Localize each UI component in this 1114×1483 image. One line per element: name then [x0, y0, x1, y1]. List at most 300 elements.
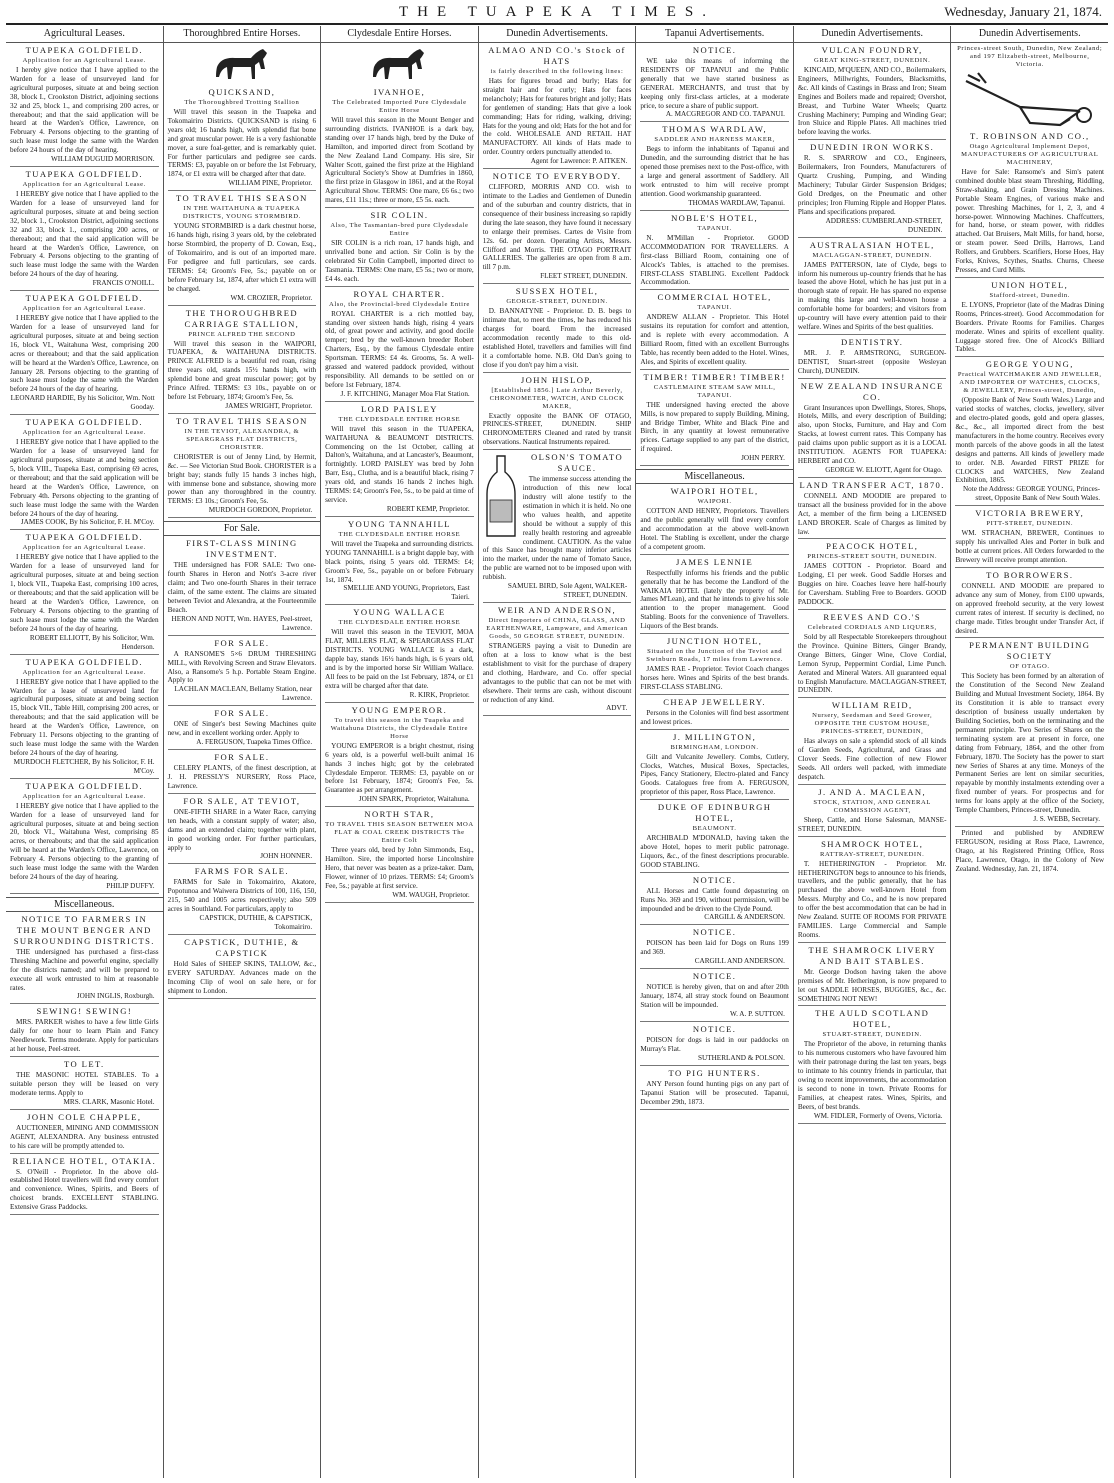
ad-title: ROYAL CHARTER. — [353, 288, 446, 299]
column-tapanui-advertisements — [636, 26, 794, 1478]
ad-subtitle: Application for an Agricultural Lease. — [22, 429, 146, 437]
ad-subtitle: STUART-STREET, DUNEDIN. — [822, 1031, 922, 1039]
ad-subtitle: THE CLYDESDALE ENTIRE HORSE — [338, 530, 461, 538]
ad-title: PERMANENT BUILDING SOCIETY — [969, 640, 1091, 662]
ad-body-text: N. M'Millan - Proprietor. GOOD ACCOMMODATION FOR TRAVELLERS. A first-class Billiard Room, containing one of Alcock's Tables, is attached to the premises. FIRST-CLASS STABLING. Excellent Paddock Accommodation. — [640, 233, 789, 287]
section-heading: Miscellaneous. — [636, 469, 793, 484]
advertisement — [640, 875, 789, 926]
ad-body-text: CELERY PLANTS, of the finest description, at J. H. PRESSLY'S NURSERY, Ross Place, Lawrence. — [167, 764, 317, 790]
advertisement — [640, 486, 789, 555]
ad-body-text: JAMES COTTON - Proprietor. Board and Lodging, £1 per week. Good Saddle Horses and Buggies on hire. Coaches leave here half-hourly for Caversham. Stabling Free to Boarders. GOOD PADDOCK. — [797, 562, 947, 607]
advertisement — [798, 381, 947, 478]
ad-subtitle: Also, The Tasmanian-bred pure Clydesdale Entire — [330, 222, 469, 238]
advertisement — [10, 657, 159, 779]
ad-subtitle: IN THE WAITAHUNA & TUAPEKA DISTRICTS, YOUNG STORMBIRD. — [182, 205, 301, 221]
ad-body-text: I HEREBY give notice that I have applied to the Warden for a lease of unsurveyed land for agricultural purposes, situate at and being section 16, block VI., Waitahuna West, comprising 200 acres or thereabout; and that the said application will be heard at the Warden's Office, Lawrence, on January 28. Persons objecting to the granting of such lease must lodge the same with the Warden before 24 hours of the day of hearing. — [10, 314, 159, 394]
ad-subtitle: MACLAGGAN-STREET, DUNEDIN. — [812, 251, 932, 259]
ad-body-text: Will travel this season in the TUAPEKA, WAITAHUNA & BEAUMONT DISTRICTS. Commencing on the 1st October, calling at Dalton's, Waitahuna, and at Lancaster's, Beaumont, fortnightly. LORD PAISLEY was bred by John Barr, Esq., Clutha, and is a beautiful black, rising 7 years old, and stands 16 hands 2 inches high. TERMS: £4; Groom's Fee, 5s., to be paid at time of service. — [325, 424, 474, 504]
advertisement — [325, 705, 474, 807]
ad-title: DUKE OF EDINBURGH HOTEL, — [657, 802, 772, 824]
ad-body-text: MRS. PARKER wishes to have a few little Girls daily for one hour to learn Plain and Fancy Needlework. Terms moderate. Apply for particulars at her house, Peel-street. — [10, 1018, 159, 1054]
ad-title: NEW ZEALAND INSURANCE CO. — [800, 380, 944, 402]
ad-body-text: Hold Sales of SHEEP SKINS, TALLOW, &c., EVERY SATURDAY. Advances made on the Incoming Clip of wool on sale here, or for shipment to London. — [167, 960, 317, 995]
advertisement — [640, 697, 789, 730]
advertisement — [640, 732, 789, 801]
ad-title: NOTICE. — [692, 971, 737, 982]
ad-body-text: KINCAID, M'QUEEN, AND CO., Boilermakers, Engineers, Millwrights, Founders, Blacksmiths, &c. All kinds of Castings in Brass and Iron; Steam Engines and Boilers made and repaired; Overshot, Breast, and Turbine Water Wheels; Quartz Crushing Machinery; Pumping and Winding Gear; Iron Sluice and Ripple Plates. All machines tried before leaving the works. — [797, 66, 947, 137]
ad-subtitle: RATTRAY-STREET, DUNEDIN. — [820, 850, 925, 858]
ad-subtitle: OF OTAGO. — [1009, 663, 1050, 671]
column-heading: Dunedin Advertisements. — [794, 26, 951, 43]
column-dunedin-advertisements — [479, 26, 637, 1478]
ad-subtitle: Application for an Agricultural Lease. — [22, 544, 146, 552]
column-heading: Tapanui Advertisements. — [636, 26, 793, 43]
ad-title: T. ROBINSON AND CO., — [970, 131, 1090, 141]
ad-subtitle: The Thoroughbred Trotting Stallion — [184, 99, 300, 106]
ad-signature: J. F. KITCHING, Manager Moa Flat Station. — [340, 389, 470, 398]
ad-body-text: ALL Horses and Cattle found depasturing on Runs No. 369 and 190, without permission, will be impounded and be driven to the Clyde Pound. — [640, 886, 789, 913]
ad-title: FOR SALE, AT TEVIOT, — [183, 795, 301, 806]
ad-signature: JAMES COOK, By his Solicitor, F. H. M'Coy. — [20, 518, 155, 527]
ad-body-text: Will travel the Tuapeka and surrounding districts. YOUNG TANNAHILL is a bright dapple bay, with black points, rising 5 years old. TERMS: £4; Groom's Fee, 5s., payable on or before February 1st, 1874. — [325, 539, 474, 584]
ad-subtitle: Otago Agricultural Implement Depot, MANUFACTURERS OF AGRICULTURAL MACHINERY, — [961, 143, 1099, 166]
ad-signature: JOHN SPARK, Proprietor, Waitahuna. — [358, 795, 470, 804]
ad-subtitle: Celebrated CORDIALS AND LIQUERS, — [807, 623, 937, 631]
ad-title: AUSTRALASIAN HOTEL, — [809, 239, 935, 250]
advertisement — [640, 213, 789, 290]
ad-signature: SUTHERLAND & POLSON. — [698, 1053, 785, 1062]
ad-signature: LEONARD HARDIE, By his Solicitor, Wm. Nott Gooday. — [10, 394, 155, 412]
ad-signature: JOHN INGLIS, Roxburgh. — [76, 992, 155, 1001]
ad-signature: WM. CROZIER, Proprietor. — [230, 293, 313, 302]
ad-signature: WILLIAM DUGUID MORRISON. — [50, 155, 155, 164]
ad-subtitle: TO TRAVEL THIS SEASON BETWEEN MOA FLAT & COAL CREEK DISTRICTS The Entire Colt — [325, 821, 474, 845]
column-heading: Dunedin Advertisements. — [479, 26, 636, 43]
advertisement — [798, 480, 947, 540]
ad-subtitle: Also, the Provincial-bred Clydesdale Entire — [328, 300, 470, 308]
ad-body-text: FARMS for Sale in Tokomairiro, Akatore, Popotunoa and Waiwera Districts of 100, 116, 150, 215, 540 and 1005 acres respectively; also 509 acres in Southland. For particulars, apply to — [167, 878, 317, 914]
ad-subtitle: WAIPORI. — [697, 498, 732, 506]
ad-subtitle: GEORGE-STREET, DUNEDIN. — [506, 298, 608, 306]
section-heading: For Sale. — [164, 521, 321, 536]
ad-subtitle: Direct Importers of CHINA, GLASS, AND EARTHENWARE, Lampware, and American Goods, 50 GEORGE STREET, DUNEDIN. — [486, 617, 628, 641]
ad-body-text: Sold by all Respectable Storekeepers throughout the Province. Quinine Bitters, Ginger Brandy, Orange Bitters, Ginger Wine, Clove Cordial, Lemon Syrup, Peppermint Cordial, Lime Punch. Aerated and Mineral Waters. All guaranteed equal to English Manufacture. MACLAGGAN-STREET, DUNEDIN. — [797, 632, 947, 695]
ad-body-text: WM. STRACHAN, BREWER, Continues to supply his unrivalled Ales and Porter in bulk and bottle at current prices. All Orders forwarded to the Brewery will receive prompt attention. — [955, 529, 1105, 565]
ad-title: NOTICE. — [692, 45, 737, 55]
ad-signature: Agent for Lawrence: P. AITKEN. — [530, 157, 628, 166]
horse-illustration-icon — [364, 45, 434, 85]
advertisement — [325, 809, 474, 903]
ad-title: TO BORROWERS. — [986, 570, 1074, 580]
ad-body-text: JAMES RAE - Proprietor. Teviot Coach changes horses here. Wines and Spirits of the best brands. FIRST-CLASS STABLING. — [640, 665, 789, 691]
ad-body-text: CHORISTER is out of Jenny Lind, by Hermit, &c. — See Victorian Stud Book. CHORISTER is a bright bay; stands fully 15 hands 3 inches high, with immense bone and substance, showing more power than any thoroughbred in the country. TERMS: £3 10s.; Groom's Fee, 5s. — [167, 452, 317, 506]
ad-body-text: T. HETHERINGTON - Proprietor. Mr. HETHERINGTON begs to announce to his friends, travellers, and the public generally, that he has purchased the above well-known Hotel from Messrs. Murphy and Co., and he is now prepared to offer the best accommodation that can be had in New Zealand. SUITE OF ROOMS FOR PRIVATE FAMILIES. Large Commercial and Sample Rooms. — [797, 859, 947, 939]
advertisement — [325, 210, 474, 287]
ad-title: SUSSEX HOTEL, — [515, 286, 599, 297]
ad-subtitle: Application for an Agricultural Lease. — [22, 305, 146, 313]
ad-signature: FRANCIS O'NOILL. — [92, 279, 155, 288]
ad-title: SHAMROCK HOTEL, — [821, 838, 924, 849]
ad-body-text: Will travel this season in the WAIPORI, TUAPEKA, & WAITAHUNA DISTRICTS. PRINCE ALFRED is a beautiful red roan, rising three years old, stands 15½ hands high, with splendid bone and great muscular power; got by Prince Alfred. TERMS: £3 10s., payable on or before 1st February, 1874; Groom's Fee, 5s. — [167, 339, 317, 401]
ad-subtitle: THE CLYDESDALE ENTIRE HORSE — [338, 619, 461, 627]
ad-subtitle: PRINCES-STREET SOUTH, DUNEDIN. — [807, 553, 938, 561]
ad-body-text: THE undersigned has FOR SALE: Two one-fourth Shares in Heron and Nott's 3-acre river claim; and Two one-fourth Shares in their terrace claim, of the same extent. The claims are situated between Teviot and Alexandra, at the Fourteenmile Beach. — [167, 561, 317, 614]
ad-body-text: JAMES PATTERSON, late of Clyde, begs to inform his numerous up-country friends that he has leased the above Hotel, which he has just put in a thorough state of repair. He has spared no expense in making this large and well-known house a comfortable home for boarders; and visitors from up-country will have every attention paid to their welfare. Wines and Spirits of the best qualities. — [797, 260, 947, 331]
ad-title: YOUNG TANNAHILL — [347, 518, 451, 529]
ad-subtitle: BIRMINGHAM, LONDON. — [670, 743, 759, 751]
advertisement — [955, 131, 1104, 278]
advertisement — [798, 700, 947, 785]
ad-body-text: Will travel this season in the Mount Benger and surrounding districts. IVANHOE is a dark bay, standing over 17 hands high, bred by the Duke of Hamilton, and imported direct from Scotland by the New Zealand Land Company. His sire, Sir Walter Scott, gained the first prize at the Highland Agricultural Society's Show at Dumfries in 1860, the first prize in Glasgow in 1861, and at the Royal Agricultural Show. TERMS: One mare, £6 6s.; two mares, £11 11s.; three or more, £5 5s. each. — [325, 116, 474, 205]
advertisement — [10, 45, 159, 167]
ad-body-text: COTTON AND HENRY, Proprietors. Travellers and the public generally will find every comfort and accommodation at the above well-known Hotel. The Stabling is excellent, under the charge of a competent groom. — [640, 507, 789, 551]
ad-subtitle: Application for an Agricultural Lease. — [22, 181, 146, 189]
advertisement — [798, 945, 947, 1007]
ad-signature: ROBERT KEMP, Proprietor. — [386, 504, 470, 513]
ad-signature: MURDOCH GORDON, Proprietor. — [208, 506, 313, 515]
ad-title: OLSON'S TOMATO SAUCE. — [530, 452, 624, 474]
advertisement — [168, 538, 317, 635]
ad-signature: SMELLIE AND YOUNG, Proprietors, East Taieri. — [343, 584, 470, 602]
ad-title: TUAPEKA GOLDFIELD. — [25, 532, 143, 543]
advertisement — [10, 1112, 159, 1154]
advertisement — [168, 752, 317, 794]
ad-title: NOTICE. — [692, 874, 737, 885]
ad-title: NOTICE TO FARMERS IN THE MOUNT BENGER AND SURROUNDING DISTRICTS. — [13, 913, 155, 946]
ad-title: REEVES AND CO.'S — [823, 611, 922, 622]
ad-signature: CARGILL & ANDERSON. — [704, 913, 785, 922]
ad-title: NOBLE'S HOTEL, — [671, 212, 759, 223]
ad-subtitle: GREAT KING-STREET, DUNEDIN. — [814, 57, 931, 64]
ad-title: RELIANCE HOTEL, OTAKIA. — [12, 1155, 157, 1166]
advertisement — [168, 308, 317, 414]
ad-title: SEWING! SEWING! — [36, 1006, 133, 1017]
ad-signature: CAPSTICK, DUTHIE, & CAPSTICK, Tokomairiro. — [199, 914, 313, 932]
advertisement — [483, 605, 632, 716]
ad-body-text: NOTICE is hereby given, that on and after 20th January, 1874, all stray stock found on Beaumont Station will be impounded. — [640, 983, 789, 1010]
ad-subtitle: is fairly described in the following lines: — [490, 68, 624, 75]
ad-subtitle: BEAUMONT. — [692, 825, 737, 833]
ad-signature: MRS. CLARK, Masonic Hotel. — [63, 1097, 155, 1106]
ad-title: PEACOCK HOTEL, — [826, 541, 919, 552]
ad-signature: ROBERT ELLIOTT, By his Solicitor, Wm. Henderson. — [29, 633, 155, 651]
ad-subtitle: [Established 1856.] Late Arthur Beverly, CHRONOMETER, WATCH, AND CLOCK MAKER, — [489, 386, 625, 410]
ad-signature: J. S. WEBB, Secretary. — [1033, 814, 1101, 823]
advertisement — [10, 293, 159, 415]
ad-title: NOTICE TO EVERYBODY. — [492, 171, 622, 182]
sauce-bottle-icon — [483, 454, 519, 540]
advertisement — [640, 1024, 789, 1066]
ad-subtitle: Situated on the Junction of the Teviot and Swinburn Roads, 17 miles from Lawrence. — [646, 648, 783, 664]
ad-body-text: SIR COLIN is a rich roan, 17 hands high, and unrivalled bone and action. Sir Colin is by the celebrated Sir Colin Campbell, imported direct to Tasmania. TERMS: One mare, £5 5s.; two or more, £4 4s. each. — [325, 239, 474, 283]
advertisement — [10, 1156, 159, 1216]
column-dunedin-advertisements-3 — [951, 26, 1108, 1478]
ad-body-text: Exactly opposite the BANK OF OTAGO, PRINCES-STREET, DUNEDIN. SHIP CHRONOMETERS Cleaned and rated by transit observations. Nautical Instruments repaired. — [482, 411, 632, 447]
ad-title: IVANHOE, — [373, 87, 426, 97]
ad-body-text: CONNELL AND MOODIE are prepared to advance any sum of Money, from £100 upwards, on approved freehold security, at the very lowest current rates of interest. If security is declined, no charge made. Titles brought under Transfer Act, if desired. — [955, 582, 1105, 635]
advertisement — [10, 781, 159, 894]
ad-subtitle: The Celebrated Imported Pure Clydesdale Entire Horse — [332, 99, 467, 114]
ad-subtitle: To travel this season in the Tuapeka and Waitahuna Districts, the Clydesdale Entire Horse — [330, 716, 469, 740]
ad-body-text: (Opposite Bank of New South Wales.) Large and varied stocks of watches, clocks, jewellery, silver and electro-plated goods, gold and opera glasses, &c., &c., all imported direct from the best manufacturers in the home country. Receives every month parcels of the above goods in all the latest designs and patterns. All kinds of jewellery made to order. N.B. Awarded FIRST PRIZE for CLOCKS and WATCHES, New Zealand Exhibition, 1865. — [955, 396, 1105, 485]
ad-title: THE THOROUGHBRED CARRIAGE STALLION, — [184, 307, 300, 329]
ad-body-text: ROYAL CHARTER is a rich mottled bay, standing over sixteen hands high, rising 4 years old, of great power and activity, and good docile temper; bred by the well-known breeder Robert Charters, Esq., by the famous Clydesdale entire Sportsman. TERMS: £4 4s. Grooms, 5s. A well-grassed and watered paddock provided, without responsibility. All demands to be settled on or before 1st February, 1874. — [325, 309, 474, 389]
ad-body-text: I HEREBY give notice that I have applied to the Warden for a lease of unsurveyed land for agricultural purposes, situate at and being section 32, block 1., Crookston District, adjoining sections 32 and 33, block 1., comprising 200 acres, or thereabout; and that the said application will be heard at the Warden's Office, Lawrence, on February 4. Persons objecting to the granting of such lease must lodge the same with the Warden before 24 hours of the day of hearing. — [10, 190, 159, 279]
ad-body-text: ONE of Singer's best Sewing Machines quite new, and in excellent working order. Apply to — [167, 720, 317, 738]
ad-signature: PHILIP DUFFY. — [106, 881, 155, 890]
ad-subtitle: Application for an Agricultural Lease. — [22, 792, 146, 800]
ad-title: TO LET. — [64, 1059, 105, 1070]
ad-title: NORTH STAR, — [364, 809, 435, 820]
ad-signature: ADVT. — [606, 704, 628, 713]
ad-subtitle: THE CLYDESDALE ENTIRE HORSE — [338, 415, 461, 423]
ad-body-text: POISON for dogs is laid in our paddocks on Murray's Flat. — [640, 1036, 789, 1053]
column-clydesdale-horses — [321, 26, 479, 1478]
ad-subtitle: TAPANUI. — [697, 224, 732, 232]
ad-body-text: I hereby give notice that I have applied to the Warden for a lease of unsurveyed land for agricultural purposes, situate at and being section 38, block I., Crookston District, adjoining sections 32 and 25, block 1., and comprising 200 acres, or thereabout; and that the said application will be heard at the Warden's Office, Lawrence, on February 4. Persons objecting to the granting of such lease must lodge the same with the Warden before 24 hours of the day of hearing. — [10, 66, 159, 155]
ad-body-text: YOUNG STORMBIRD is a dark chestnut horse, 16 hands high, rising 3 years old, by the celebrated horse Stormbird, the property of D. Cowan, Esq., of Tokomairiro, and is out of an imported mare. For pedigree and full particulars, see cards. TERMS: £4; Groom's Fee, 5s.; payable on or before February 1st, 1874, after which £1 extra will be charged. — [167, 222, 317, 293]
ad-title: FOR SALE. — [214, 752, 270, 763]
ad-title: UNION HOTEL, — [991, 279, 1069, 290]
ad-subtitle: PRINCE ALFRED THE SECOND — [188, 330, 296, 338]
ad-title: COMMERCIAL HOTEL, — [657, 292, 772, 303]
advertisement — [325, 519, 474, 606]
advertisement — [640, 557, 789, 634]
ad-body-text: Sheep, Cattle, and Horse Salesman, MANSE-STREET, DUNEDIN. — [797, 815, 947, 833]
ad-body-text: Gilt and Vulcanite Jewellery. Combs, Cutlery, Clocks, Watches, Musical Boxes, Spectacles, Pipes, Fancy Stationery, Electro-plated and Fancy Goods. Catalogues free from A. FERGUSON, proprietor of this paper, Ross Place, Lawrence. — [640, 752, 789, 797]
ad-title: TUAPEKA GOLDFIELD. — [25, 45, 143, 55]
advertisement — [640, 292, 789, 369]
advertisement — [640, 971, 789, 1022]
advertisement — [325, 607, 474, 702]
ad-body-text: ONE-FIFTH SHARE in a Water Race, carrying ten heads, with a constant supply of water; also, dams and an extended claim; together with plant, in good working order. For further particulars, apply to — [167, 807, 317, 852]
ad-title: TO TRAVEL THIS SEASON — [175, 415, 308, 426]
ad-body-text: Begs to inform the inhabitants of Tapanui and Dunedin, and the surrounding district that he has opened those premises next to the Post-office, with a large and general assortment of Saddlery. All work entrusted to him will receive prompt attention. Good workmanship guaranteed. — [640, 145, 789, 198]
ad-subtitle: CASTLEMAINE STEAM SAW MILL, TAPANUI. — [653, 383, 776, 399]
advertisement — [798, 612, 947, 698]
ad-body-text: ANY Person found hunting pigs on any part of Tapanui Station will be prosecuted. Tapanui, December 29th, 1873. — [640, 1079, 789, 1106]
advertisement — [640, 927, 789, 969]
section-heading: Miscellaneous. — [6, 897, 163, 912]
advertisement — [955, 359, 1104, 506]
ad-title: J. MILLINGTON, — [673, 731, 757, 742]
column-heading: Agricultural Leases. — [6, 26, 163, 43]
ad-title: FOR SALE. — [214, 708, 270, 719]
ad-title: DENTISTRY. — [841, 336, 904, 347]
ad-body-text: Grant Insurances upon Dwellings, Stores, Shops, Hotels, Mills, and every description of Building; also, upon Stocks, Furniture, and Hay and Corn Stacks, at lowest current rates. This Company has paid claims upon public support as it is a LOCAL INSTITUTION. AGENTS FOR TUAPEKA: HERBERT and CO. — [797, 403, 947, 465]
printer-imprint: Printed and published by ANDREW FERGUSON, residing at Ross Place, Lawrence, Otago, at his Registered Printing Office, Ross Place, Lawrence, Otago, in the Colony of New Zealand. Wednesday, Jan. 21, 1874. — [955, 828, 1105, 873]
ad-title: YOUNG EMPEROR. — [351, 704, 448, 715]
ad-body-text: Have for Sale: Ransome's and Sim's patent combined double blast steam Threshing, Riddling, Straw-shaking, and Grain Dressing Machines. Portable Steam Engines, of various make and power. Threshing Machines, for 1, 2, 3, and 4 horse-power. Winnowing Machines. Chaffcutters, for hand, horse, or steam power, with riddles attached. Oat Bruisers, Malt Mills, for hand, horse, or steam power. Seed Drills, Harrows, Land Rollers, and Grubbers. Scarifiers, Horse Hoes, Hay Forks, Knives, Scythes, Snaths. Churns, Cheese Presses, and Curd Mills. — [955, 168, 1105, 274]
ad-body-text: CONNELL AND MOODIE are prepared to transact all the business provided for in the above Act, a member of the firm being a LICENSED LAND BROKER. Scale of Charges as limited by law. — [797, 491, 947, 536]
ad-signature: THOMAS WARDLAW, Tapanui. — [688, 198, 785, 207]
ad-title: JUNCTION HOTEL, — [666, 636, 763, 647]
advertisement — [168, 937, 317, 999]
ad-body-text: Three years old, bred by John Simmonds, Esq., Hamilton. Sire, the imported horse Lincolnshire Hero, that never was beaten as a prize-taker. Dam, Flower, winner of 10 prizes. TERMS: £4; Groom's Fee, 5s.; payable at first service. — [325, 846, 474, 890]
advertisement — [798, 142, 947, 237]
ad-title: TUAPEKA GOLDFIELD. — [25, 656, 143, 667]
ad-title: THOMAS WARDLAW, — [662, 124, 768, 135]
ad-subtitle: Application for an Agricultural Lease. — [22, 57, 146, 64]
ad-title: YOUNG WALLACE — [353, 607, 446, 618]
ad-body-text: A RANSOME'S 5×6 DRUM THRESHING MILL, with Revolving Screen and Straw Elevators. Also, a Ransome's 5 h.p. Portable Steam Engine. Apply to — [167, 649, 317, 685]
ad-body-text: Hats for figures broad and burly; Hats for straight hair and for curly; Hats for faces melancholy; Hats for features bright and jolly; Hats for gentlemen of standing; Hats that give a look commanding; Hats for riding, walking, driving; Hats for the young and old; Hats for the hot and for the cold. WHOLESALE AND RETAIL HAT MANUFACTORY. All kinds of Hats made to order. Country orders punctually attended to. — [482, 77, 632, 157]
ad-title: THE AULD SCOTLAND HOTEL, — [815, 1008, 930, 1030]
column-heading: Clydesdale Entire Horses. — [321, 26, 478, 43]
ad-body-text: This Society has been formed by an alteration of the Constitution of the Second New Zealand Building and Mutual Investment Society, 1864. By its Constitution it is able to transact every description of business usually undertaken by Building Societies, both on the terminating and the permanent principle. Two Series of Shares on the terminating system are at present in force, one dating from February, 1864, and the other from February, 1870. The Society has the power to start new Series of Shares at any time. Moneys of the Permanent Series are lent on similar securities, repayable by monthly instalments extending over a fixed number of years. For prospectus and for terms for loans apply at the office of the Society, Temple Chambers, Princes-street, Dunedin. — [955, 672, 1105, 815]
ad-subtitle: Nursery, Seedsman and Seed Grower, OPPOSITE THE CUSTOM HOUSE, PRINCES-STREET, DUNEDIN, — [812, 712, 933, 736]
advertisement — [168, 87, 317, 191]
ad-subtitle: Application for an Agricultural Lease. — [22, 668, 146, 676]
ad-body-text: Persons in the Colonies will find best assortment and lowest prices. — [640, 708, 789, 726]
advertisement — [10, 532, 159, 654]
ad-body-text: I HEREBY give notice that I have applied to the Warden for a lease of unsurveyed land for agricultural purposes, situate at and being section 5, block VIII., Tuapeka East, comprising 69 acres, or thereabout; and that the said application will be heard at the Warden's Office, Lawrence, on February 4th. Persons objecting to the granting of such lease must lodge the same with the Warden before 24 hours of the day of hearing. — [10, 438, 159, 518]
ad-signature: WM. FIDLER, Formerly of Ovens, Victoria. — [813, 1111, 943, 1120]
advertisement — [10, 1006, 159, 1057]
ad-body-text: THE MASONIC HOTEL STABLES. To a suitable person they will be leased on very moderate terms. Apply to — [10, 1071, 159, 1097]
ad-title: TO PIG HUNTERS. — [668, 1067, 761, 1078]
ad-signature: ADDRESS: CUMBERLAND-STREET, DUNEDIN. — [825, 216, 943, 234]
column-heading: Dunedin Advertisements. — [951, 26, 1108, 43]
ad-body-text: MR. J. P. ARMSTRONG, SURGEON-DENTIST, Stuart-street (opposite Wesleyan Church), DUNEDIN. — [797, 348, 947, 375]
advertisement — [10, 914, 159, 1005]
ad-body-text: ARCHIBALD M'DONALD, having taken the above Hotel, hopes to merit public patronage. Liquors, &c., of the finest descriptions procurable. GOOD STABLING. — [640, 834, 789, 869]
ad-body-text: I HEREBY give notice that I have applied to the Warden for a lease of unsurveyed land for agricultural purposes, situate at and being section 1, block VII., Tuapeka East, comprising 100 acres, or thereabouts; and that the said application will be heard at the Warden's Office, Lawrence, on February 4. Persons objecting to the granting of such lease must lodge the same with the Warden before 24 hours of the day of hearing. — [10, 553, 159, 633]
ad-title: QUICKSAND, — [208, 87, 276, 97]
column-agricultural-leases — [6, 26, 164, 1478]
newspaper-title: THE TUAPEKA TIMES. — [398, 4, 716, 20]
ad-title: TIMBER! TIMBER! TIMBER! — [643, 371, 786, 382]
advertisement — [168, 796, 317, 865]
ad-title: THE SHAMROCK LIVERY AND BAIT STABLES. — [808, 944, 936, 966]
advertisement — [640, 45, 789, 122]
ad-title: JOHN HISLOP, — [520, 374, 594, 385]
ad-signature: A. MACGREGOR AND CO. TAPANUI. — [665, 110, 785, 119]
advertisement — [325, 87, 474, 208]
ad-signature: W. A. P. SUTTON. — [729, 1010, 785, 1018]
ad-body-text: CLIFFORD, MORRIS AND CO. wish to intimate to the Ladies and Gentlemen of Dunedin and of the suburban and country districts, that in consequence of their business increasing so rapidly during the late season, they have found it necessary to enlarge their premises. Cartes de Visite from 12s. 6d. per dozen. Operating Artists, Messrs. Clifford and Morris. THE OTAGO PORTRAIT GALLERIES. The galleries are open from 8 a.m. till 7 p.m. — [482, 183, 632, 272]
ad-title: VULCAN FOUNDRY, — [821, 45, 923, 55]
ad-title: CHEAP JEWELLERY. — [663, 696, 766, 707]
ad-subtitle: TAPANUI. — [697, 304, 732, 312]
masthead-rule — [6, 23, 1108, 25]
advertisement — [168, 416, 317, 518]
ad-body-text: E. LYONS, Proprietor (late of the Madras Dining Rooms, Princes-street). Good Accommodation for Boarders. Private Rooms for Families. Charges moderate. Wines and spirits of excellent quality. Luggage stored free. One of Alcock's Billiard Tables. — [955, 300, 1105, 354]
ad-body-text: AUCTIONEER, MINING AND COMMISSION AGENT, ALEXANDRA. Any business entrusted to his care will be promptly attended to. — [10, 1123, 159, 1150]
advertisement — [168, 708, 317, 750]
ad-body-text: Mr. George Dodson having taken the above premises of Mr. Hetherington, is now prepared to let out SADDLE HORSES, BUGGIES, &c., &c. SOMETHING NOT NEW! — [797, 967, 947, 1003]
ad-signature: LACHLAN MACLEAN, Bellamy Station, near Lawrence. — [174, 685, 313, 703]
ad-signature: JOHN HONNER. — [260, 852, 313, 861]
advertisement — [325, 289, 474, 402]
column-thoroughbred-horses — [164, 26, 322, 1478]
ad-title: CAPSTICK, DUTHIE, & CAPSTICK — [184, 937, 300, 959]
advertisement — [640, 124, 789, 210]
ad-signature: GEORGE W. ELIOTT, Agent for Otago. — [825, 465, 943, 474]
advertisement — [483, 375, 632, 451]
advertisement — [955, 508, 1104, 568]
ad-body-text: STRANGERS paying a visit to Dunedin are often at a loss to know what is the best establishment to visit for the purchase of drapery and clothing, Hardware, and Co. offer special advantages to the public that can not be met with elsewhere. Their terms are cash, without discount or reduction of any kind. — [482, 642, 632, 704]
ad-title: TO TRAVEL THIS SEASON — [175, 193, 308, 204]
advertisement — [640, 372, 789, 466]
advertisement — [483, 452, 632, 603]
ad-body-text: The immense success attending the introduction of this new local industry will alone testify to the estimation in which it is held. No one who values health, and appetite should be without a supply of this really health restoring and agreeable condiment. CAUTION. As the value of this Sauce has brought many inferior articles into the market, under the name of Tomato Sauce, the public are warned not to be imposed upon with rubbish. — [482, 475, 632, 582]
ad-subtitle: STOCK, STATION, AND GENERAL COMMISSION AGENT, — [813, 798, 931, 814]
ad-title: DUNEDIN IRON WORKS. — [810, 142, 935, 153]
ad-title: TUAPEKA GOLDFIELD. — [25, 417, 143, 428]
advertisement — [798, 1008, 947, 1123]
advertisement — [168, 638, 317, 707]
plough-illustration-icon — [960, 71, 1100, 129]
ad-signature: SAMUEL BIRD, Sole Agent, WALKER-STREET, DUNEDIN. — [507, 582, 628, 600]
advertisement — [955, 280, 1104, 357]
ad-signature: Note the Address: GEORGE YOUNG, Princes-street, Opposite Bank of New South Wales. — [962, 485, 1101, 503]
ad-body-text: Respectfully informs his friends and the public generally that he has become the Landlord of the WAIKAIA HOTEL (lately the property of Mr. James M'Lean), and that he intends to give his sole attention to the proper management. Good Stabling. Boots for the convenience of Travellers. Liquors of the Best brands. — [640, 568, 789, 631]
advertisement — [798, 541, 947, 610]
ad-body-text: S. O'Neill - Proprietor. In the above old-established Hotel travellers will find every comfort and convenience. Wines, Spirits, and Beers of choicest brands. EXCELLENT STABLING. Extensive Grass Paddocks. — [10, 1167, 159, 1212]
ad-title: NOTICE. — [692, 1024, 737, 1034]
ad-body-text: Will travel this season in the Tuapeka and Tokomairiro Districts. QUICKSAND is rising 6 years old; 16 hands high, with splendid flat bone and great muscular power. He is a very fashionable mover, a sure foal-getter, and is remarkably quiet. For further particulars and pedigree see cards. TERMS: £3, payable on or before the 1st February, 1874, or £1 extra will be charged after that date. — [167, 108, 317, 179]
advertisement — [640, 636, 789, 695]
address-line: Princes-street South, Dunedin, New Zealand; and 197 Elizabeth-street, Melbourne, Victoria. — [957, 45, 1103, 68]
masthead — [0, 0, 1114, 22]
ad-title: GEORGE YOUNG, — [985, 359, 1074, 370]
ad-body-text: ANDREW ALLAN - Proprietor. This Hotel sustains its reputation for comfort and attention, and is replete with every accommodation. A Billiard Room, fitted with an excellent Burroughs Table, has recently been added to the Hotel. Wines, Ales, and Spirits of excellent quality. — [640, 313, 789, 366]
ad-body-text: Will travel this season in the TEVIOT, MOA FLAT, MILLERS FLAT, & SPEARGRASS FLAT DISTRICTS. YOUNG WALLACE is a dark, dapple bay, stands 16½ hands high, is 6 years old, and is by the imported horse Sir William Wallace. All fees to be paid on the 1st February, 1874, or £1 extra will be charged after that date. — [325, 628, 474, 690]
advertisement — [483, 171, 632, 284]
advertisement — [798, 45, 947, 140]
advertisement — [168, 866, 317, 935]
advertisement — [955, 570, 1104, 638]
ad-signature: R. KIRK, Proprietor. — [409, 690, 470, 699]
advertisement — [640, 1068, 789, 1110]
advertisement — [640, 802, 789, 873]
ad-signature: FLEET STREET, DUNEDIN. — [540, 272, 628, 281]
advertisement — [483, 45, 632, 169]
column-heading: Thoroughbred Entire Horses. — [164, 26, 321, 43]
ad-signature: CARGILL AND ANDERSON. — [694, 957, 785, 966]
advertisement — [798, 787, 947, 837]
ad-title: J. AND A. MACLEAN, — [818, 786, 927, 797]
ad-signature: JOHN PERRY. — [741, 454, 785, 463]
ad-title: WEIR AND ANDERSON, — [497, 605, 617, 616]
ad-subtitle: Practical WATCHMAKER AND JEWELLER, AND IMPORTER OF WATCHES, CLOCKS, & JEWELLERY, Princes-street, Dunedin, — [957, 371, 1102, 395]
ad-title: FOR SALE. — [214, 637, 270, 648]
advertisement — [798, 240, 947, 335]
column-dunedin-advertisements-2 — [794, 26, 952, 1478]
ad-body-text: Has always on sale a splendid stock of all kinds of Garden Seeds, Agricultural, and Grass and Clover Seeds. Fine collection of new Flower Seeds. All orders well packed, with immediate despatch. — [797, 737, 947, 781]
ad-body-text: THE undersigned has purchased a first-class Threshing Machine and powerful engine, specially for the districts named; and will be prepared to execute all work entrusted to him at reasonable rates. — [10, 947, 159, 992]
ad-signature: A. FERGUSON, Tuapeka Times Office. — [196, 738, 313, 747]
ad-body-text: D. BANNATYNE - Proprietor. D. B. begs to intimate that, to meet the times, he has reduced his charges for board. From the increased accommodation recently made to this old-established Hotel, travellers and families will find it a comfortable home. N.B. Old Dan's going to close if you don't pay him a visit. — [482, 307, 632, 369]
advertisement — [168, 193, 317, 305]
ad-body-text: The Proprietor of the above, in returning thanks to his numerous customers who have favoured him with their patronage during the last ten years, begs to intimate to his country friends in particular, that owing to recent improvements, the accommodation is second to none in town. Private Rooms for Families, at cheapest rates. Wines, Spirits, and Beers, of best brands. — [797, 1040, 947, 1111]
horse-illustration-icon — [207, 45, 277, 85]
ad-body-text: R. S. SPARROW and CO., Engineers, Boilermakers, Iron Founders, Manufacturers of Quartz Crushing, Pumping, and Winding Machinery; Tubular Girder Suspension Bridges; Gold Dredges, on the Pneumatic and other principles; Iron Fluming Ripple and Hopper Plates. Plans and specifications prepared. — [797, 154, 947, 216]
ad-title: VICTORIA BREWERY, — [975, 508, 1085, 519]
ad-subtitle: SADDLER AND HARNESS MAKER, — [654, 136, 775, 144]
ad-title: WILLIAM REID, — [831, 700, 913, 711]
ad-signature: WILLIAM PINE, Proprietor. — [228, 179, 313, 188]
ad-signature: WM. WAUGH, Proprietor. — [392, 890, 470, 899]
ad-title: TUAPEKA GOLDFIELD. — [25, 293, 143, 304]
ad-title: WAIPORI HOTEL, — [670, 486, 759, 497]
ad-signature: MURDOCH FLETCHER, By his Solicitor, F. H. M'Coy. — [13, 757, 155, 775]
ad-body-text: WE take this means of informing the RESIDENTS OF TAPANUI and the Public generally that we have started business as GENERAL MERCHANTS, and trust that by keeping only first-class articles, at a moderate price, to secure a share of public support. — [640, 57, 789, 110]
ad-subtitle: Stafford-street, Dunedin. — [989, 291, 1071, 299]
ad-title: TUAPEKA GOLDFIELD. — [25, 780, 143, 791]
ad-body-text: THE undersigned having erected the above Mills, is now prepared to supply Building, Mining, and Bridge Timber, White and Black Pine and Birch, in any quantity at lowest remunerative prices. Cartage supplied to any part of the district, if required. — [640, 400, 789, 454]
